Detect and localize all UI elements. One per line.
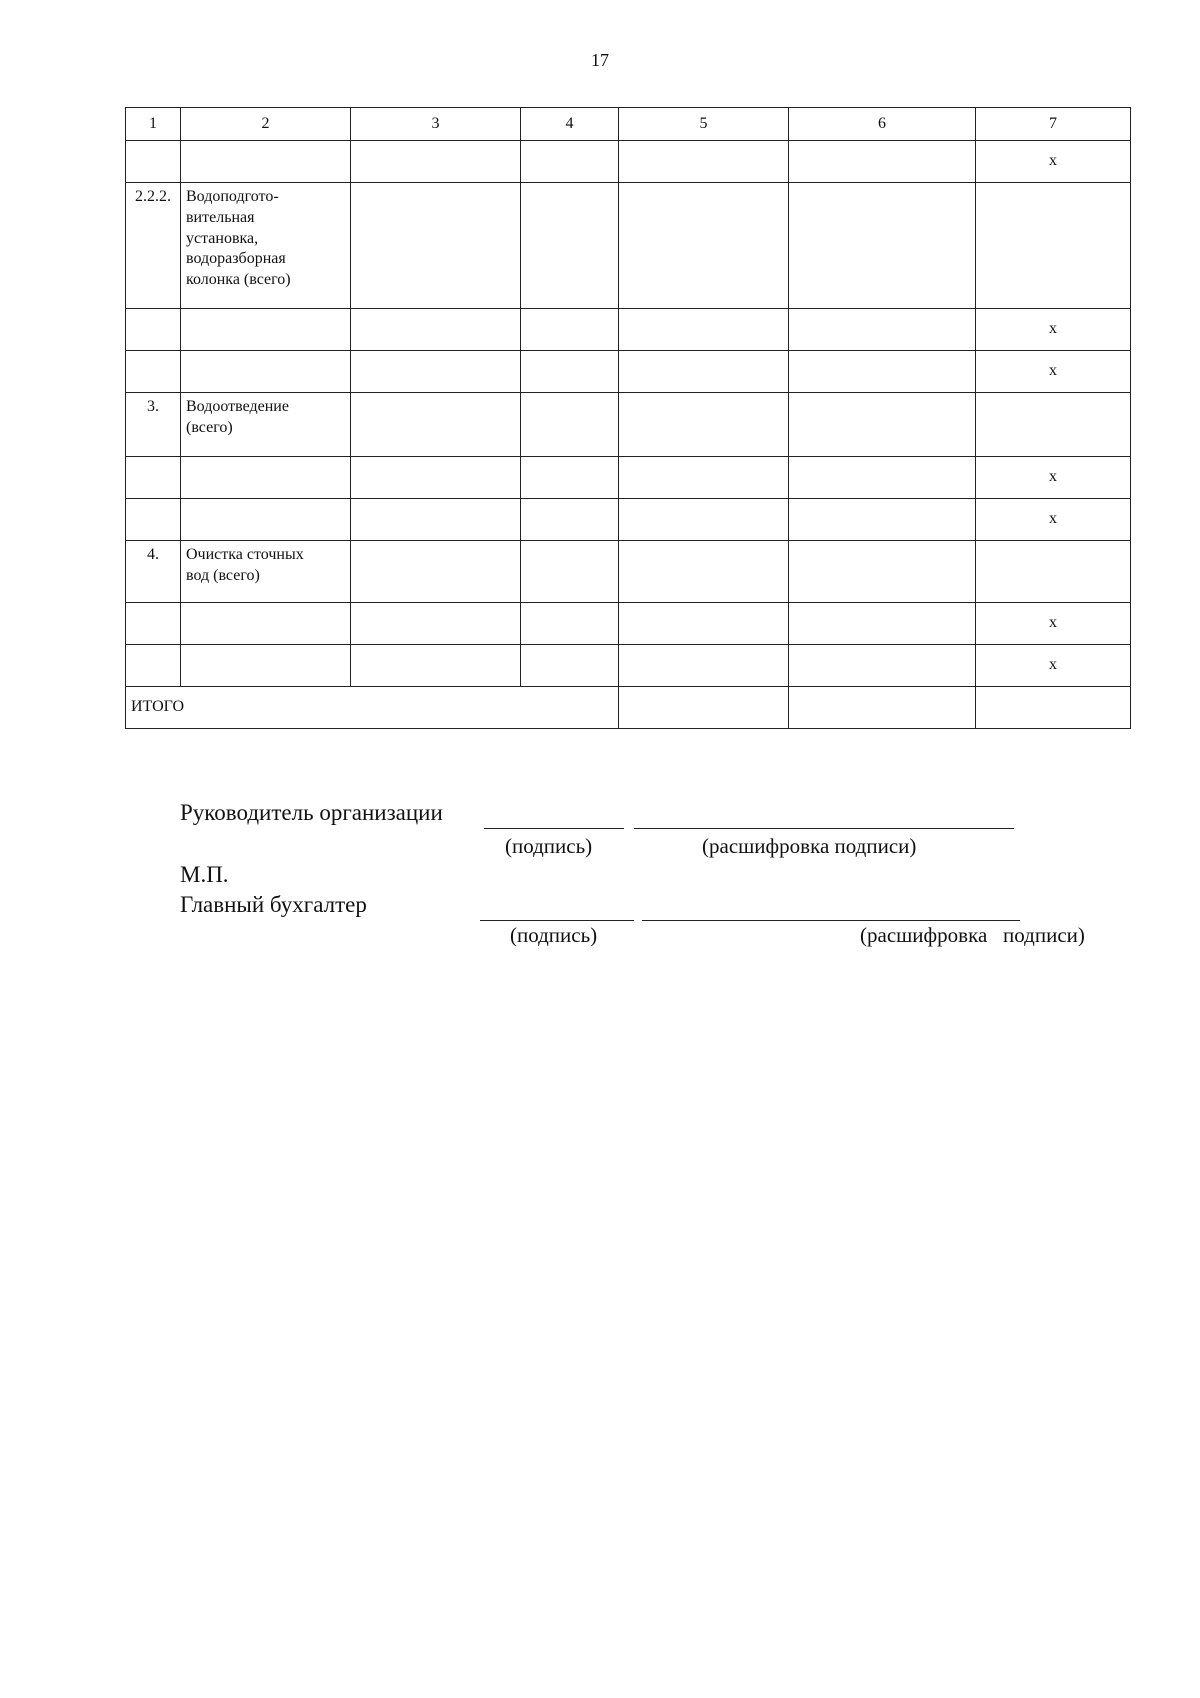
column-6-cell[interactable] — [789, 603, 976, 645]
column-number: 1 — [126, 108, 181, 141]
head-decoding-line[interactable] — [634, 828, 1014, 829]
column-number: 2 — [181, 108, 351, 141]
column-3-cell[interactable] — [351, 541, 521, 603]
column-5-cell[interactable] — [619, 183, 789, 309]
column-5-cell[interactable] — [619, 141, 789, 183]
accountant-signature-line[interactable] — [480, 920, 634, 921]
row-number-cell[interactable] — [126, 499, 181, 541]
column-7-cell[interactable]: x — [976, 351, 1131, 393]
column-6-cell[interactable] — [789, 457, 976, 499]
total-column-7-cell[interactable] — [976, 687, 1131, 729]
column-7-cell[interactable] — [976, 393, 1131, 457]
column-3-cell[interactable] — [351, 351, 521, 393]
table-row — [126, 141, 1131, 183]
column-7-cell[interactable] — [976, 183, 1131, 309]
column-7-cell[interactable] — [976, 541, 1131, 603]
table-row — [126, 499, 1131, 541]
table-row — [126, 457, 1131, 499]
column-5-cell[interactable] — [619, 351, 789, 393]
column-4-cell[interactable] — [521, 183, 619, 309]
column-number: 5 — [619, 108, 789, 141]
column-4-cell[interactable] — [521, 309, 619, 351]
column-5-cell[interactable] — [619, 645, 789, 687]
column-7-cell[interactable]: x — [976, 141, 1131, 183]
table-row — [126, 309, 1131, 351]
column-6-cell[interactable] — [789, 393, 976, 457]
column-3-cell[interactable] — [351, 457, 521, 499]
column-number: 7 — [976, 108, 1131, 141]
table-row — [126, 645, 1131, 687]
column-3-cell[interactable] — [351, 183, 521, 309]
head-label: Руководитель организации — [180, 800, 443, 825]
row-name-cell[interactable] — [181, 645, 351, 687]
row-name-cell[interactable]: Водоотведение (всего) — [181, 393, 351, 457]
accountant-signature-caption: (подпись) — [510, 923, 598, 947]
row-number-cell[interactable]: 2.2.2. — [126, 183, 181, 309]
row-name-cell[interactable] — [181, 351, 351, 393]
column-4-cell[interactable] — [521, 393, 619, 457]
total-column-5-cell[interactable] — [619, 687, 789, 729]
column-6-cell[interactable] — [789, 541, 976, 603]
column-6-cell[interactable] — [789, 645, 976, 687]
row-number-cell[interactable] — [126, 603, 181, 645]
column-3-cell[interactable] — [351, 141, 521, 183]
row-name-cell[interactable] — [181, 141, 351, 183]
row-name-cell[interactable] — [181, 457, 351, 499]
row-name-cell[interactable]: Очистка сточных вод (всего) — [181, 541, 351, 603]
column-3-cell[interactable] — [351, 309, 521, 351]
column-7-cell[interactable]: x — [976, 603, 1131, 645]
column-5-cell[interactable] — [619, 499, 789, 541]
total-label: ИТОГО — [126, 687, 619, 729]
table-body — [126, 108, 1131, 729]
column-7-cell[interactable]: x — [976, 457, 1131, 499]
accountant-decoding-caption: (расшифровка подписи) — [860, 923, 1085, 947]
column-6-cell[interactable] — [789, 141, 976, 183]
column-7-cell[interactable]: x — [976, 645, 1131, 687]
total-column-6-cell[interactable] — [789, 687, 976, 729]
row-number-cell[interactable] — [126, 457, 181, 499]
head-signature-line[interactable] — [484, 828, 624, 829]
column-4-cell[interactable] — [521, 351, 619, 393]
row-number-cell[interactable]: 4. — [126, 541, 181, 603]
row-name-cell[interactable]: Водоподгото- вительная установка, водоразборная колонка (всего) — [181, 183, 351, 309]
column-4-cell[interactable] — [521, 603, 619, 645]
accountant-label: Главный бухгалтер — [180, 892, 367, 917]
column-4-cell[interactable] — [521, 541, 619, 603]
row-name-cell[interactable] — [181, 309, 351, 351]
table-row — [126, 351, 1131, 393]
table-row — [126, 541, 1131, 603]
column-5-cell[interactable] — [619, 393, 789, 457]
column-3-cell[interactable] — [351, 603, 521, 645]
accountant-decoding-line[interactable] — [642, 920, 1020, 921]
column-6-cell[interactable] — [789, 351, 976, 393]
column-4-cell[interactable] — [521, 645, 619, 687]
row-number-cell[interactable] — [126, 309, 181, 351]
column-6-cell[interactable] — [789, 183, 976, 309]
column-3-cell[interactable] — [351, 645, 521, 687]
column-5-cell[interactable] — [619, 603, 789, 645]
column-4-cell[interactable] — [521, 499, 619, 541]
table-row — [126, 603, 1131, 645]
column-6-cell[interactable] — [789, 499, 976, 541]
row-name-cell[interactable] — [181, 499, 351, 541]
row-number-cell[interactable] — [126, 351, 181, 393]
head-signature-caption: (подпись) — [505, 834, 593, 858]
table-row — [126, 183, 1131, 309]
row-name-cell[interactable] — [181, 603, 351, 645]
column-number: 4 — [521, 108, 619, 141]
column-7-cell[interactable]: x — [976, 499, 1131, 541]
page-number: 17 — [591, 50, 609, 70]
report-table — [125, 107, 1131, 729]
column-7-cell[interactable]: x — [976, 309, 1131, 351]
column-5-cell[interactable] — [619, 309, 789, 351]
row-number-cell[interactable]: 3. — [126, 393, 181, 457]
column-number: 3 — [351, 108, 521, 141]
row-number-cell[interactable] — [126, 141, 181, 183]
head-decoding-caption: (расшифровка подписи) — [702, 834, 917, 858]
column-4-cell[interactable] — [521, 141, 619, 183]
column-6-cell[interactable] — [789, 309, 976, 351]
column-5-cell[interactable] — [619, 457, 789, 499]
column-4-cell[interactable] — [521, 457, 619, 499]
column-3-cell[interactable] — [351, 499, 521, 541]
table-row — [126, 393, 1131, 457]
column-number-row — [126, 108, 1131, 141]
seal-label: М.П. — [180, 862, 229, 887]
column-3-cell[interactable] — [351, 393, 521, 457]
row-number-cell[interactable] — [126, 645, 181, 687]
column-5-cell[interactable] — [619, 541, 789, 603]
total-row — [126, 687, 1131, 729]
column-number: 6 — [789, 108, 976, 141]
